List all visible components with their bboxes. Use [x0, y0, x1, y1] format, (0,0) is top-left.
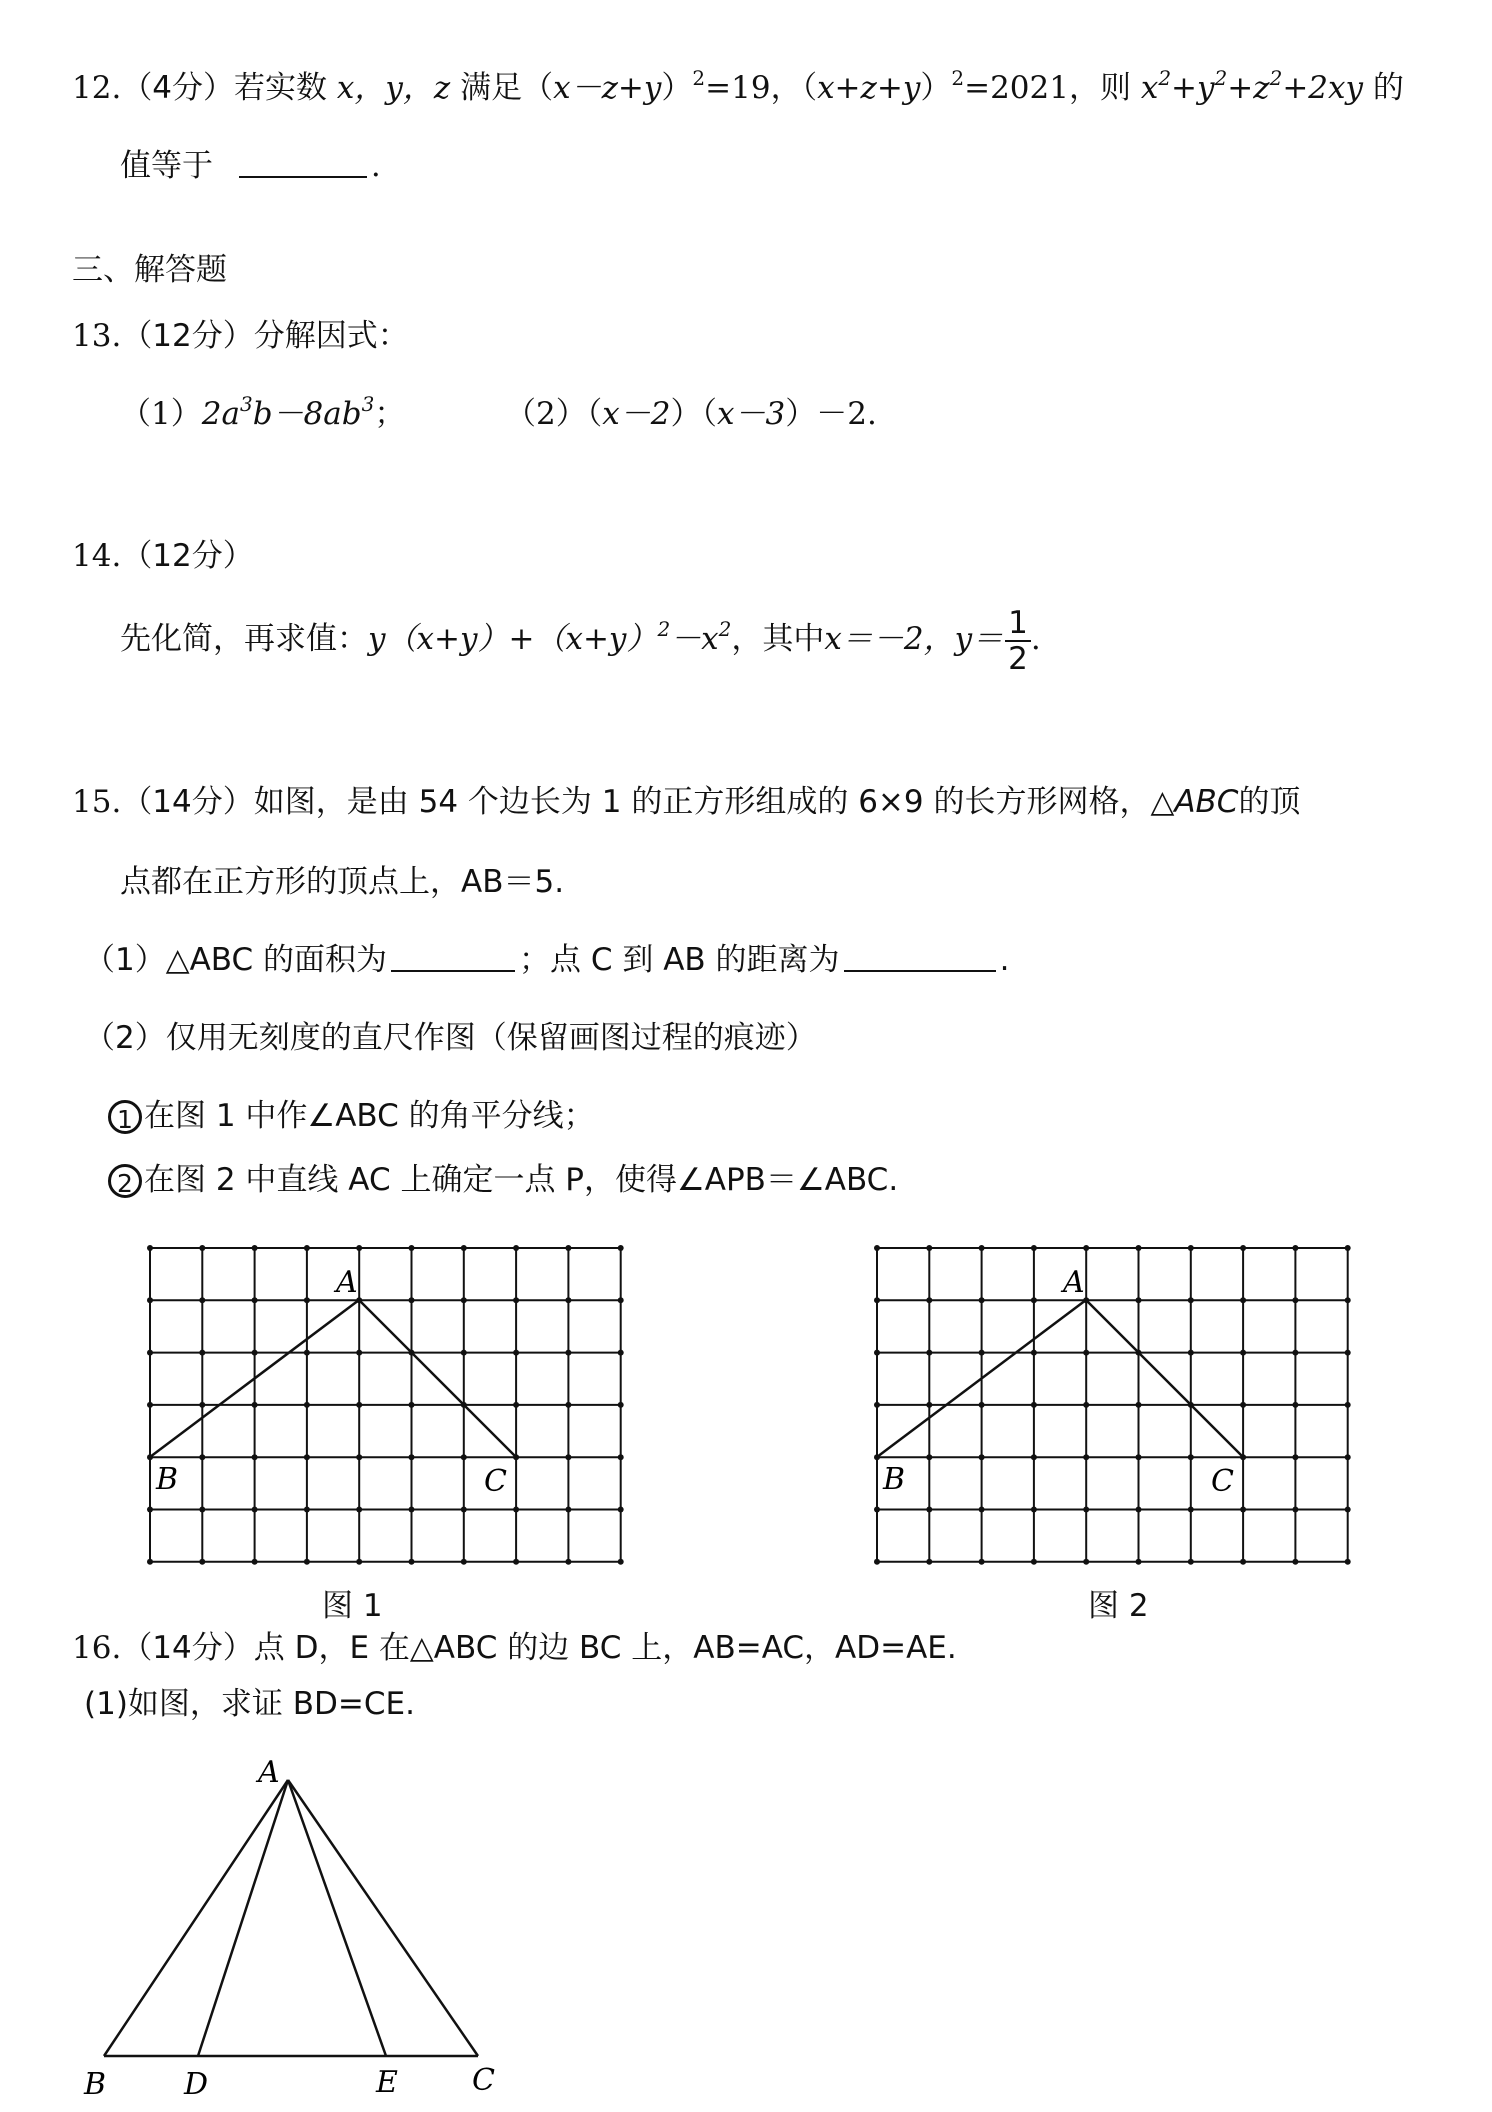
q15-part1-t2: ；点 C 到 AB 的距离为 [519, 942, 840, 978]
figure-2-grid-dot [1240, 1245, 1246, 1251]
q13-part1-label: （1） [120, 396, 202, 432]
q13-number: 13. [72, 318, 122, 354]
figure-2-grid-dot [1345, 1297, 1351, 1303]
figure-2-grid-dot [1136, 1297, 1142, 1303]
q13-line1 [72, 316, 409, 356]
figure-1-grid-dot [252, 1297, 258, 1303]
figure-1-grid-dot [513, 1350, 519, 1356]
figure-2-grid-dot [926, 1245, 932, 1251]
figure-2-grid-dot [1240, 1507, 1246, 1513]
figure-1-grid-dot [565, 1507, 571, 1513]
figure-1-grid-dot [252, 1559, 258, 1565]
figure-2-grid [877, 1248, 1353, 1568]
q15-line1 [72, 782, 1300, 822]
figure-2-grid-dot [979, 1350, 985, 1356]
q16-text: 点 D，E 在△ABC 的边 BC 上，AB=AC，AD=AE. [253, 1630, 957, 1666]
figure-2-grid-dot [1292, 1297, 1298, 1303]
figure-1-grid-dot [252, 1350, 258, 1356]
q16-score: （14分） [121, 1630, 254, 1666]
figure-2-grid-dot [1136, 1245, 1142, 1251]
figure-2-grid-dot [979, 1402, 985, 1408]
figure-2-grid-dot [1240, 1350, 1246, 1356]
figure-1-grid-dot [304, 1559, 310, 1565]
figure-2-grid-dot [874, 1297, 880, 1303]
q15-triangle: △ABC [1150, 784, 1239, 820]
figure-2-grid-dot [979, 1559, 985, 1565]
figure-1-grid-dot [565, 1297, 571, 1303]
figure-1-grid-dot [565, 1559, 571, 1565]
figure-2-grid-dot [1083, 1402, 1089, 1408]
q16-label-c: C [472, 2063, 495, 2098]
circled-number-1-icon: 1 [108, 1100, 142, 1134]
figure-2-grid-dot [1240, 1402, 1246, 1408]
figure-1-grid-dot [618, 1559, 624, 1565]
figure-2-grid-dot [979, 1507, 985, 1513]
q12-target-expr: $x^2+y^2+z^2+2xy$ [1140, 66, 1364, 106]
figure-2-grid-dot [926, 1559, 932, 1565]
figure-2-grid-dot [1292, 1507, 1298, 1513]
q12-exp-2: 2 [951, 66, 965, 90]
q14-expression: $y(x+y)+(x+y)^2-x^2$ [368, 617, 732, 657]
q12-line1 [72, 68, 1404, 108]
figure-2-grid-dot [1031, 1507, 1037, 1513]
q15-distance-blank[interactable] [844, 942, 996, 972]
q15-part2: （2）仅用无刻度的直尺作图（保留画图过程的痕迹） [84, 1020, 817, 1056]
q15-step2-text: 在图 2 中直线 AC 上确定一点 P，使得∠APB＝∠ABC. [144, 1162, 899, 1198]
q16-label-b: B [84, 2067, 107, 2102]
figure-1-grid-dot [304, 1454, 310, 1460]
q14-frac-num: 1 [1005, 606, 1031, 642]
figure-1-grid-dot [565, 1454, 571, 1460]
q16-line1 [72, 1628, 957, 1668]
q15-step1 [108, 1096, 595, 1136]
figure-1-grid-dot [409, 1559, 415, 1565]
figure-1-grid-dot [252, 1245, 258, 1251]
q13-part2-t2: ）（ [670, 396, 717, 432]
q15-area-blank[interactable] [391, 942, 515, 972]
figure-2-grid-dot [926, 1454, 932, 1460]
figure-1-grid-dot [356, 1454, 362, 1460]
figure-2-label-c: C [1211, 1464, 1234, 1499]
figure-2-label-b: B [883, 1462, 906, 1497]
q15-step2 [108, 1160, 898, 1200]
figure-2-grid-dot [1292, 1350, 1298, 1356]
figure-2-grid-dot [1136, 1402, 1142, 1408]
figure-1-grid-dot [461, 1454, 467, 1460]
figure-1-grid-dot [147, 1402, 153, 1408]
q15-score: （14分） [121, 784, 254, 820]
q16-triangle-figure [80, 1755, 540, 2102]
q12-text-5: ） [920, 70, 952, 106]
q14-line2: 先化简，再求值：$y(x+y)+(x+y)^2-x^2$，其中x＝－2，y＝ $\frac{1}{2}$ . [120, 604, 1041, 677]
figure-1-grid-dot [252, 1454, 258, 1460]
figure-2-label-a: A [1063, 1265, 1085, 1300]
q12-number: 12. [72, 70, 122, 106]
q15-line2: 点都在正方形的顶点上，AB＝5. [120, 864, 565, 900]
figure-2-grid-dot [1292, 1454, 1298, 1460]
figure-2-grid-dot [1083, 1559, 1089, 1565]
q13-part2-label: （2） [505, 396, 587, 432]
figure-2-grid-dot [1136, 1559, 1142, 1565]
figure-2-grid-dot [1136, 1507, 1142, 1513]
figure-1-grid-dot [409, 1507, 415, 1513]
figure-2-grid-dot [1345, 1454, 1351, 1460]
figure-1-grid-dot [356, 1402, 362, 1408]
q12-score: （4分） [121, 70, 235, 106]
figure-1-grid-dot [356, 1245, 362, 1251]
figure-2-grid-dot [979, 1245, 985, 1251]
figure-1-grid-dot [356, 1507, 362, 1513]
figure-1-grid-dot [147, 1559, 153, 1565]
figure-1-grid-dot [618, 1454, 624, 1460]
figure-2-grid-dot [1083, 1507, 1089, 1513]
figure-2-grid-dot [1031, 1350, 1037, 1356]
figure-1-grid-dot [513, 1559, 519, 1565]
figure-2-grid-dot [1188, 1297, 1194, 1303]
figure-2-grid-dot [874, 1350, 880, 1356]
figure-1-grid-dot [147, 1297, 153, 1303]
figure-1-grid-dot [304, 1297, 310, 1303]
figure-1-grid-dot [513, 1297, 519, 1303]
figure-2-grid-dot [1188, 1454, 1194, 1460]
q16-number: 16. [72, 1630, 122, 1666]
q12-line2-text: 值等于 [120, 148, 213, 184]
q14-fraction [1005, 606, 1031, 676]
q12-vars: x，y，z [336, 70, 451, 106]
q14-number: 14. [72, 538, 122, 574]
q12-text-2: 满足（ [460, 70, 554, 106]
figure-1-grid-dot [461, 1297, 467, 1303]
figure-2-grid-dot [874, 1559, 880, 1565]
figure-2-grid-dot [874, 1402, 880, 1408]
figure-2-grid-dot [926, 1350, 932, 1356]
figure-1-grid-dot [409, 1297, 415, 1303]
q15-part1-label: （1） [84, 942, 166, 978]
figure-1-grid-dot [252, 1507, 258, 1513]
figure-1-grid-dot [304, 1402, 310, 1408]
figure-2-grid-dot [874, 1507, 880, 1513]
figure-2-grid-dot [1031, 1402, 1037, 1408]
q12-line2 [120, 146, 381, 186]
figure-1-grid-dot [618, 1402, 624, 1408]
figure-1-grid-dot [199, 1454, 205, 1460]
q13-text: 分解因式： [253, 318, 409, 354]
q15-part1 [84, 940, 1009, 980]
figure-1-grid-dot [461, 1245, 467, 1251]
q13-part1-expr: $2a^3b-8ab^3$ [201, 392, 375, 432]
q16-side-ac [288, 1780, 478, 2056]
figure-2-grid-dot [1031, 1245, 1037, 1251]
q14-end: . [1030, 621, 1041, 657]
q13-part2-e1: x－2 [602, 396, 671, 432]
figure-1-grid-dot [356, 1559, 362, 1565]
q14-text-2: 其中 [762, 621, 825, 657]
q13-part2-e2: x－3 [717, 396, 786, 432]
figure-2-side-ac [1086, 1300, 1243, 1457]
figure-1-grid-dot [618, 1297, 624, 1303]
q16-side-ad [198, 1780, 288, 2056]
figure-1-grid-dot [304, 1350, 310, 1356]
figure-1-grid-dot [565, 1350, 571, 1356]
q12-expr-2: x+z+y [817, 70, 921, 106]
figure-1-grid-dot [304, 1507, 310, 1513]
q12-exp-1: 2 [692, 66, 706, 90]
q12-text-3: ） [661, 70, 693, 106]
figure-2-grid-dot [1083, 1245, 1089, 1251]
q12-expr-1: x－z+y [553, 70, 662, 106]
figure-1-grid-dot [199, 1507, 205, 1513]
q12-end: . [370, 148, 381, 184]
figure-1-grid-dot [147, 1507, 153, 1513]
figure-1-grid-dot [461, 1350, 467, 1356]
q14-x-value: x＝－2， [824, 621, 955, 657]
figure-1-label-a: A [336, 1265, 358, 1300]
figure-2-grid-dot [1292, 1559, 1298, 1565]
figure-1-grid-dot [199, 1402, 205, 1408]
q15-text-2: 的顶 [1238, 784, 1301, 820]
figure-1-grid-dot [461, 1507, 467, 1513]
q14-text-1: 先化简，再求值： [120, 621, 368, 657]
figure-2-grid-dot [926, 1297, 932, 1303]
figure-2-grid-dot [1083, 1454, 1089, 1460]
figure-2-grid-dot [1345, 1245, 1351, 1251]
figure-1-grid-dot [199, 1350, 205, 1356]
q12-text-6: =2021，则 [964, 70, 1131, 106]
q16-side-ab [104, 1780, 288, 2056]
figure-1-grid-dot [409, 1402, 415, 1408]
q16-label-e: E [376, 2065, 398, 2100]
figure-1-grid [150, 1248, 626, 1568]
figure-1-grid-dot [199, 1559, 205, 1565]
q16-part1: (1)如图，求证 BD=CE. [84, 1686, 415, 1722]
figure-2-grid-dot [979, 1454, 985, 1460]
figure-2-grid-dot [1031, 1559, 1037, 1565]
q15-part1-t1: △ABC 的面积为 [165, 942, 388, 978]
figure-2-caption: 图 2 [1088, 1588, 1149, 1624]
figure-2-grid-dot [1345, 1507, 1351, 1513]
figure-2-grid-dot [979, 1297, 985, 1303]
figure-2-grid-dot [1292, 1245, 1298, 1251]
figure-2-grid-dot [1136, 1454, 1142, 1460]
q15-step1-text: 在图 1 中作∠ABC 的角平分线； [144, 1098, 595, 1134]
figure-2-grid-dot [1188, 1245, 1194, 1251]
figure-2-grid-dot [1031, 1297, 1037, 1303]
q13-parts [120, 394, 877, 434]
figure-2-grid-dot [1345, 1559, 1351, 1565]
q16-label-a: A [258, 1755, 280, 1790]
q14-frac-den: 2 [1008, 640, 1028, 677]
figure-1-grid-dot [618, 1245, 624, 1251]
figure-1-grid-dot [409, 1245, 415, 1251]
q13-part2-t3: ）－2. [785, 396, 877, 432]
figure-1-grid-dot [513, 1402, 519, 1408]
figure-2-grid-dot [1240, 1297, 1246, 1303]
q14-line1 [72, 536, 254, 576]
figure-2-grid-dot [1292, 1402, 1298, 1408]
figure-1-grid-dot [618, 1507, 624, 1513]
q14-score: （12分） [121, 538, 254, 574]
q15-part1-end: . [999, 942, 1010, 978]
section-3-heading: 三、解答题 [72, 252, 227, 288]
circled-number-2-icon: 2 [108, 1164, 142, 1198]
q12-text-1: 若实数 [234, 70, 328, 106]
q13-part1-end: ； [374, 396, 406, 432]
q12-answer-blank[interactable] [239, 148, 367, 178]
figure-2-grid-dot [1188, 1559, 1194, 1565]
figure-2-grid-dot [1345, 1402, 1351, 1408]
figure-1-label-c: C [484, 1464, 507, 1499]
q13-score: （12分） [121, 318, 254, 354]
figure-1-grid-dot [304, 1245, 310, 1251]
q14-y-eq: y＝ [954, 621, 1004, 657]
figure-2-grid-dot [926, 1507, 932, 1513]
figure-1-caption: 图 1 [322, 1588, 383, 1624]
figure-2-grid-dot [1188, 1350, 1194, 1356]
figure-2-grid-dot [1188, 1507, 1194, 1513]
figure-1-grid-dot [356, 1350, 362, 1356]
figure-2-grid-dot [1240, 1559, 1246, 1565]
figure-1-grid-dot [565, 1402, 571, 1408]
figure-1-side-ac [359, 1300, 516, 1457]
figure-1-grid-dot [513, 1507, 519, 1513]
figure-1-grid-dot [513, 1245, 519, 1251]
figure-1-grid-dot [461, 1559, 467, 1565]
q12-text-7: 的 [1372, 70, 1404, 106]
figure-1-grid-dot [409, 1454, 415, 1460]
figure-1-label-b: B [156, 1462, 179, 1497]
q15-text-1: 如图，是由 54 个边长为 1 的正方形组成的 6×9 的长方形网格， [253, 784, 1151, 820]
q16-side-ae [288, 1780, 386, 2056]
q15-number: 15. [72, 784, 122, 820]
figure-2-grid-dot [1031, 1454, 1037, 1460]
q13-part2-t1: （ [586, 396, 603, 432]
figure-1-grid-dot [199, 1245, 205, 1251]
figure-2-grid-dot [874, 1245, 880, 1251]
figure-1-grid-dot [252, 1402, 258, 1408]
figure-1-grid-dot [565, 1245, 571, 1251]
figure-2-grid-dot [1345, 1350, 1351, 1356]
q16-label-d: D [184, 2067, 209, 2102]
figure-2-grid-dot [1083, 1350, 1089, 1356]
figure-1-grid-dot [147, 1350, 153, 1356]
figure-1-grid-dot [147, 1245, 153, 1251]
figure-1-grid-dot [618, 1350, 624, 1356]
figure-1-grid-dot [199, 1297, 205, 1303]
q12-text-4: =19，（ [705, 70, 818, 106]
figure-2-grid-dot [926, 1402, 932, 1408]
